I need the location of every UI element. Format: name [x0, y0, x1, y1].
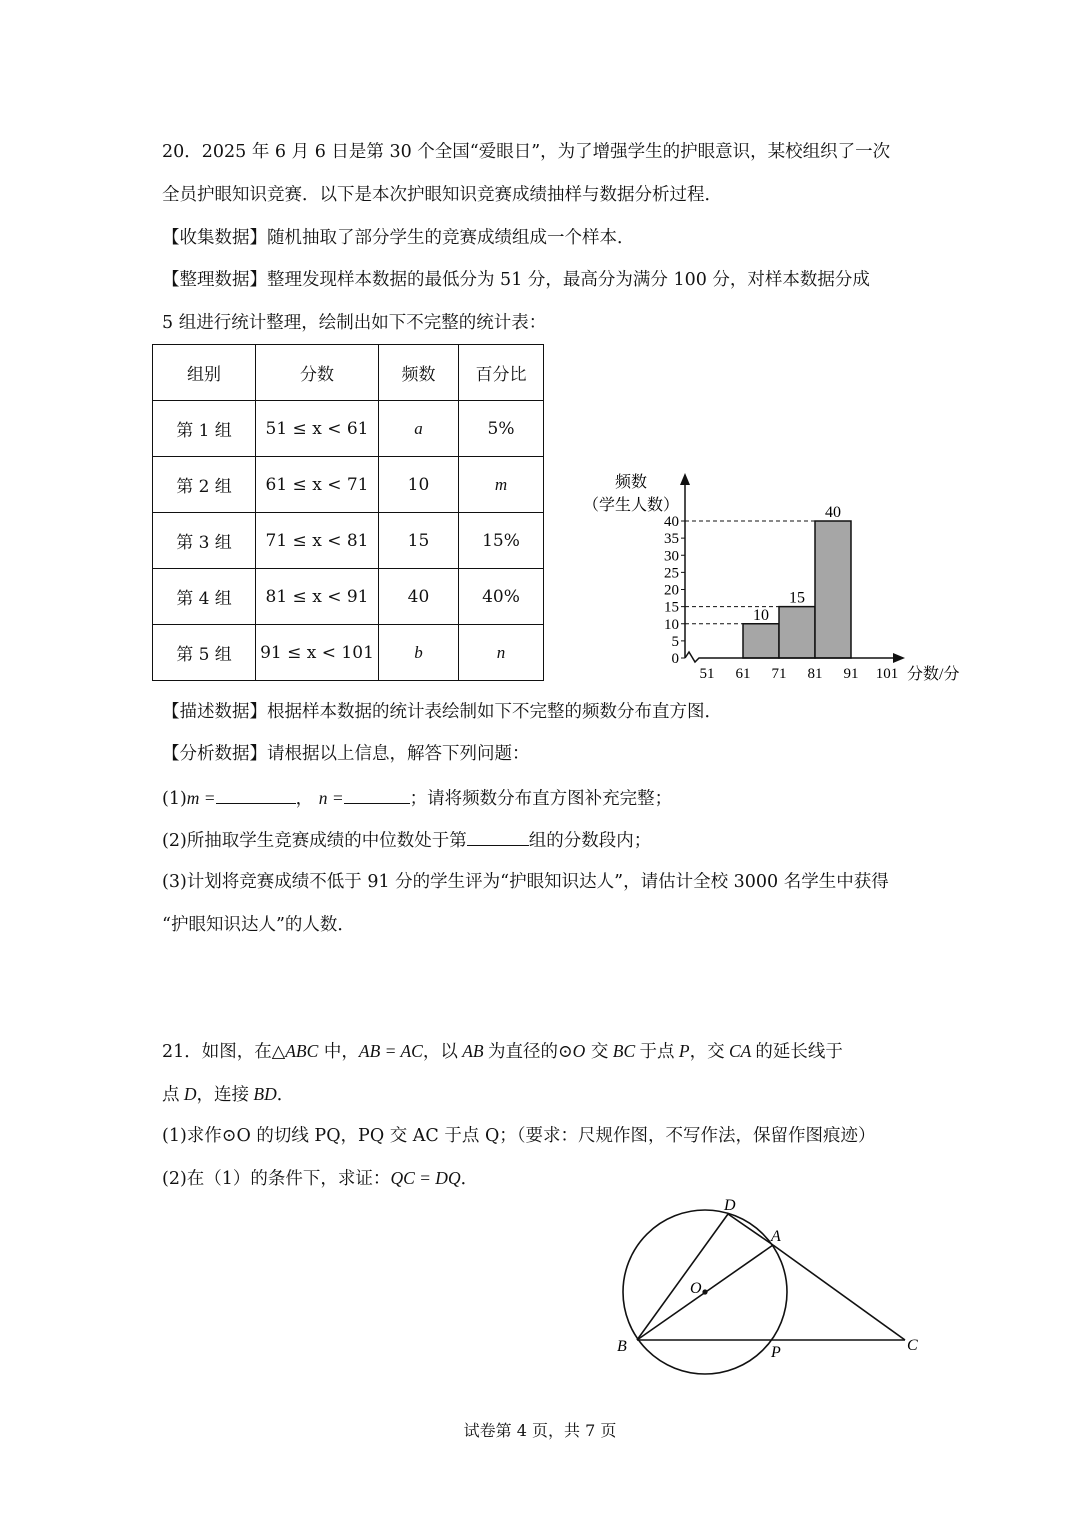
cell-freq: b — [379, 625, 459, 681]
histogram-x-arrow — [893, 653, 905, 663]
histogram-x-tick-label: 91 — [843, 666, 859, 682]
histogram-ylabel-line2: （学生人数） — [582, 497, 680, 514]
histogram-y-tick-label: 0 — [671, 651, 679, 667]
q20-line1: 20．2025 年 6 月 6 日是第 30 个全国“爱眼日”，为了增强学生的护眼意识，某校组织了一次 — [162, 142, 891, 162]
q21-part2 — [162, 1166, 478, 1191]
part1-n: n = — [318, 788, 344, 808]
q21-math: AB = AC — [358, 1041, 423, 1061]
q21-line2 — [162, 1082, 294, 1107]
part2-prefix: (2)所抽取学生竞赛成绩的中位数处于第 — [162, 831, 467, 851]
histogram-x-tick-label: 81 — [807, 666, 823, 682]
q21-part2-prefix: (2)在（1）的条件下，求证： — [162, 1169, 391, 1189]
answer-blank-m[interactable] — [216, 785, 296, 804]
table-row — [153, 457, 544, 513]
cell-freq: 10 — [379, 457, 459, 513]
q21-math: BC — [608, 1041, 640, 1061]
histogram-x-tick-label: 51 — [699, 666, 715, 682]
histogram-y-tick-label: 10 — [664, 616, 679, 633]
q20-line2: 全员护眼知识竞赛．以下是本次护眼知识竞赛成绩抽样与数据分析过程． — [162, 185, 722, 205]
histogram-bar — [815, 521, 851, 658]
histogram-ylabel-line1: 频数 — [614, 474, 648, 491]
histogram-x-tick-label: 101 — [875, 666, 899, 682]
q21-math: AB — [457, 1041, 488, 1061]
cell-group: 第 2 组 — [153, 457, 256, 513]
cell-pct: m — [459, 457, 544, 513]
q21-text: 于点 — [639, 1042, 675, 1062]
histogram-bar-label: 10 — [753, 606, 769, 624]
cell-pct: 5% — [459, 401, 544, 457]
histogram-y-tick-label: 40 — [664, 514, 679, 530]
header-score: 分数 — [256, 345, 379, 401]
cell-pct: 15% — [459, 513, 544, 569]
cell-range: 61 ≤ x < 71 — [256, 457, 379, 513]
histogram-y-tick-label: 25 — [664, 565, 679, 582]
label-c: C — [907, 1337, 918, 1354]
histogram-y-tick-label: 20 — [664, 582, 679, 599]
part1-suffix: ；请将频数分布直方图补充完整； — [409, 789, 673, 809]
table-row — [153, 513, 544, 569]
part1-m: m = — [186, 788, 216, 808]
histogram-bar — [779, 607, 815, 658]
q21-text: 21．如图，在△ — [162, 1042, 286, 1062]
q21-math: BD — [249, 1084, 277, 1104]
q20-collect: 【收集数据】随机抽取了部分学生的竞赛成绩组成一个样本． — [162, 228, 635, 248]
label-b: B — [617, 1338, 627, 1355]
histogram-y-tick-label: 5 — [671, 633, 679, 650]
geometry-figure — [605, 1190, 935, 1390]
cell-range: 51 ≤ x < 61 — [256, 401, 379, 457]
answer-blank-group[interactable] — [467, 827, 529, 846]
q21-math: D — [179, 1084, 197, 1104]
cell-freq: 40 — [379, 569, 459, 625]
q21-math: CA — [724, 1041, 756, 1061]
segment-da — [728, 1214, 773, 1245]
page-footer: 试卷第 4 页，共 7 页 — [463, 1421, 617, 1440]
cell-freq: 15 — [379, 513, 459, 569]
segment-bd — [637, 1214, 728, 1340]
histogram-y-tick-label: 30 — [664, 548, 679, 565]
table-row — [153, 401, 544, 457]
q21-text: ． — [276, 1085, 295, 1105]
header-frequency: 频数 — [379, 345, 459, 401]
q20-organize-line2: 5 组进行统计整理，绘制出如下不完整的统计表： — [162, 313, 547, 333]
q21-text: 中， — [318, 1042, 359, 1062]
part1-sep: ， — [295, 789, 314, 809]
histogram-y-tick-label: 35 — [664, 531, 679, 548]
label-p: P — [771, 1344, 781, 1361]
answer-blank-n[interactable] — [344, 785, 410, 804]
histogram-x-tick-label: 61 — [735, 666, 751, 682]
q21-part1: (1)求作⊙O 的切线 PQ，PQ 交 AC 于点 Q；（要求：尺规作图，不写作法，保留作图痕迹） — [162, 1126, 876, 1146]
q20-describe: 【描述数据】根据样本数据的统计表绘制如下不完整的频数分布直方图． — [162, 702, 722, 722]
cell-group: 第 5 组 — [153, 625, 256, 681]
table-header-row — [153, 345, 544, 401]
q21-text: ，连接 — [196, 1085, 250, 1105]
q20-part3-line1: (3)计划将竞赛成绩不低于 91 分的学生评为“护眼知识达人”，请估计全校 3000 名学生中获得 — [162, 872, 889, 892]
table-row — [153, 625, 544, 681]
q21-math: ABC — [285, 1041, 319, 1061]
cell-group: 第 4 组 — [153, 569, 256, 625]
part1-prefix: (1) — [162, 789, 187, 809]
cell-range: 91 ≤ x < 101 — [256, 625, 379, 681]
q20-organize-line1: 【整理数据】整理发现样本数据的最低分为 51 分，最高分为满分 100 分，对样本数据分成 — [162, 270, 870, 290]
histogram-y-tick-label: 15 — [664, 599, 679, 616]
cell-pct: 40% — [459, 569, 544, 625]
q20-part3-line2: “护眼知识达人”的人数． — [162, 915, 355, 935]
table-row — [153, 569, 544, 625]
q21-text: 交 — [585, 1042, 609, 1062]
q21-line1 — [162, 1039, 843, 1064]
q21-text: 点 — [162, 1085, 180, 1105]
label-a: A — [771, 1228, 781, 1245]
histogram-y-arrow — [680, 473, 690, 485]
q21-text: 为直径的⊙ — [488, 1042, 573, 1062]
histogram-bar-label: 40 — [825, 504, 841, 521]
header-percent: 百分比 — [459, 345, 544, 401]
q21-part2-suffix: ． — [460, 1169, 479, 1189]
center-dot — [702, 1289, 707, 1294]
statistics-table — [152, 344, 544, 681]
header-group: 组别 — [153, 345, 256, 401]
q21-text: 的延长线于 — [755, 1042, 843, 1062]
q20-part2 — [162, 827, 651, 853]
cell-range: 71 ≤ x < 81 — [256, 513, 379, 569]
q21-math: O — [572, 1041, 586, 1061]
segment-ac — [773, 1245, 905, 1340]
label-o: O — [690, 1280, 702, 1297]
q20-analyze: 【分析数据】请根据以上信息，解答下列问题： — [162, 744, 530, 764]
cell-group: 第 1 组 — [153, 401, 256, 457]
cell-range: 81 ≤ x < 91 — [256, 569, 379, 625]
histogram-bar — [743, 624, 779, 658]
q20-part1 — [162, 785, 672, 811]
histogram-bar-label: 15 — [789, 589, 805, 607]
q21-math: P — [674, 1041, 690, 1061]
cell-pct: n — [459, 625, 544, 681]
frequency-histogram — [575, 465, 975, 695]
q21-text: ，以 — [422, 1042, 458, 1062]
cell-freq: a — [379, 401, 459, 457]
label-d: D — [724, 1197, 736, 1214]
histogram-xlabel: 分数/分 — [907, 666, 960, 683]
cell-group: 第 3 组 — [153, 513, 256, 569]
part2-suffix: 组的分数段内； — [528, 831, 652, 851]
histogram-x-tick-label: 71 — [771, 666, 787, 682]
q21-text: ，交 — [689, 1042, 725, 1062]
q21-part2-equation: QC = DQ — [390, 1168, 461, 1188]
